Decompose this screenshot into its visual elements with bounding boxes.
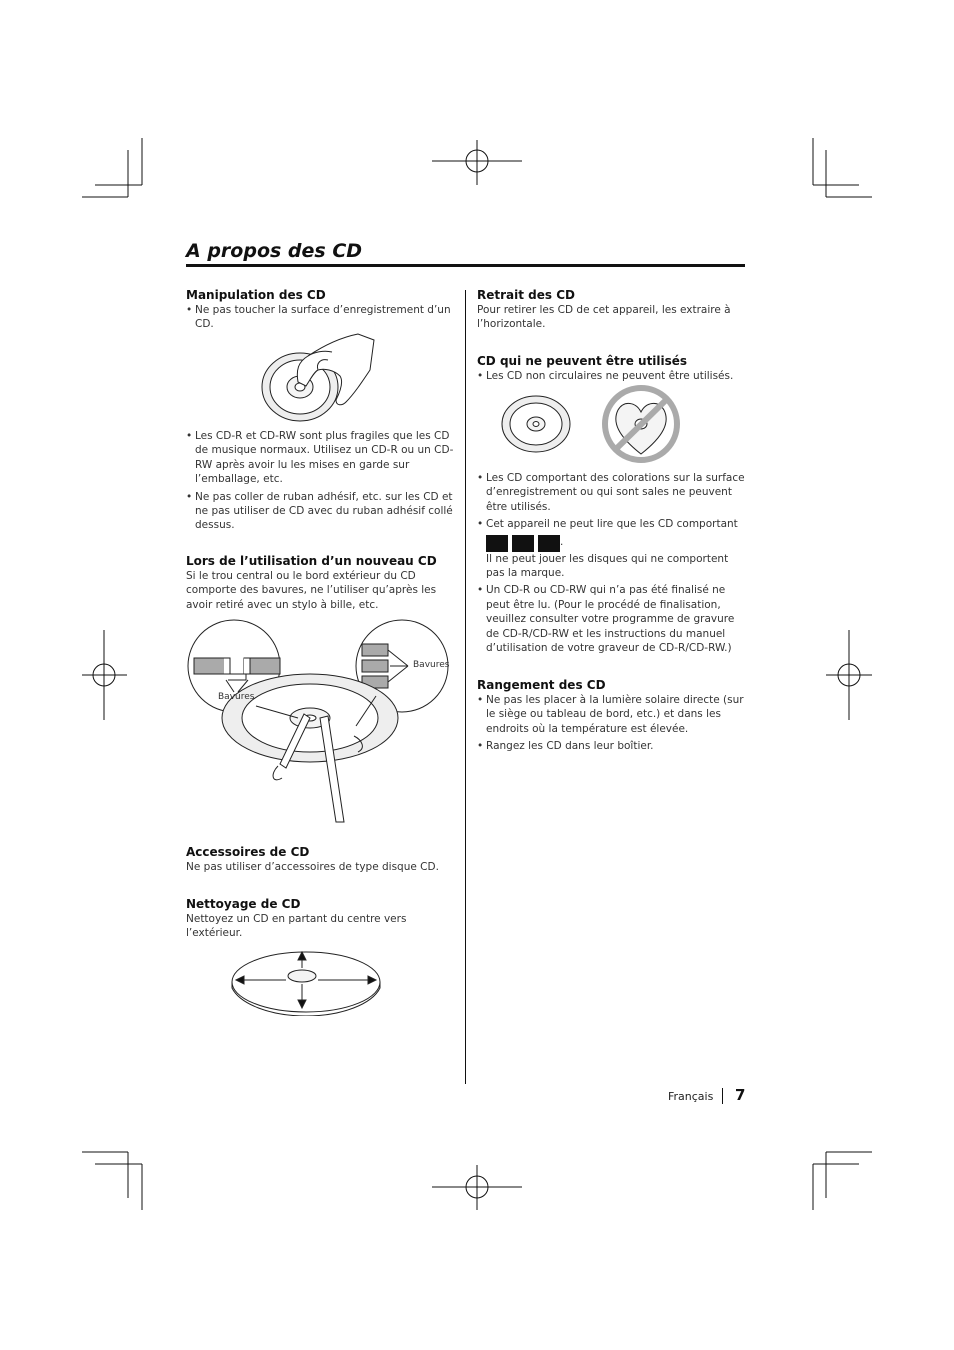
section-inutilisables: [477, 354, 747, 386]
text-nouveau: Si le trou central ou le bord extérieur du CD comporte des bavures, ne l’utiliser qu’après les avoir retiré avec un stylo à bille, etc.: [186, 570, 437, 611]
heading-nouveau: Lors de l’utilisation d’un nouveau CD: [186, 554, 437, 568]
compact-disc-logo: [486, 535, 508, 552]
bullet-stained: • Les CD comportant des colorations sur la surface d’enregistrement ou qui sont sales ne peuvent être utilisés.: [477, 471, 747, 514]
section-nettoyage: [186, 897, 456, 941]
section-inutilisables-notes: [477, 471, 747, 658]
compact-disc-recordable-logo: [512, 535, 534, 552]
bullet-no-sunlight: • Ne pas les placer à la lumière solaire directe (sur le siège ou tableau de bord, etc.) et dans les endroits où la température est élevée.: [477, 693, 747, 736]
bullet-no-tape: • Ne pas coller de ruban adhésif, etc. sur les CD et ne pas utiliser de CD avec du ruban adhésif collé dessus.: [186, 490, 456, 533]
text-nettoyage: Nettoyez un CD en partant du centre vers l’extérieur.: [186, 913, 407, 940]
bullet-case: • Rangez les CD dans leur boîtier.: [477, 739, 747, 753]
non-circular-cd-illustration: [500, 384, 682, 466]
bullet-not-finalized: • Un CD-R ou CD-RW qui n’a pas été finalisé ne peut être lu. (Pour le procédé de finalisation, veuillez consulter votre programme de gravure de CD-R/CD-RW et les instructions du manuel d’utilisation de votre graveur de CD-R/CD-RW.): [477, 583, 747, 655]
text-no-mark: Il ne peut jouer les disques qui ne comportent pas la marque.: [486, 552, 729, 580]
heading-accessoires: Accessoires de CD: [186, 845, 310, 859]
text-marked-end: .: [560, 535, 564, 548]
burrs-illustration: [186, 618, 454, 830]
label-bavures-left: Bavures: [218, 692, 255, 702]
section-rangement: [477, 678, 747, 757]
compact-disc-rewritable-logo: [538, 535, 560, 552]
section-retrait: [477, 288, 747, 332]
page-title: A propos des CD: [186, 240, 363, 262]
cleaning-direction-illustration: [230, 948, 382, 1016]
disc-logos: [486, 535, 560, 552]
heading-retrait: Retrait des CD: [477, 288, 575, 302]
section-manipulation: [186, 288, 456, 335]
text-retrait: Pour retirer les CD de cet appareil, les extraire à l’horizontale.: [477, 304, 731, 331]
page-number: 7: [735, 1086, 746, 1104]
heading-rangement: Rangement des CD: [477, 678, 606, 692]
footer-separator: [722, 1088, 723, 1104]
footer-language: Français: [668, 1090, 714, 1103]
heading-nettoyage: Nettoyage de CD: [186, 897, 301, 911]
text-marked-only: Cet appareil ne peut lire que les CD comportant: [486, 518, 738, 531]
hand-holding-cd-illustration: [258, 330, 380, 424]
section-accessoires: [186, 845, 456, 874]
section-manipulation-notes: [186, 429, 456, 536]
bullet-cdr-fragile: • Les CD-R et CD-RW sont plus fragiles que les CD de musique normaux. Utilisez un CD-R ou un CD-RW après avoir lu les mises en garde sur l’emballage, etc.: [186, 429, 456, 487]
title-rule: [186, 264, 745, 267]
column-divider: [465, 290, 466, 1084]
bullet-non-circular: • Les CD non circulaires ne peuvent être utilisés.: [477, 369, 747, 383]
heading-inutilisables: CD qui ne peuvent être utilisés: [477, 354, 688, 368]
bullet-marked-only: [477, 517, 747, 580]
bullet-no-touch: • Ne pas toucher la surface d’enregistrement d’un CD.: [186, 303, 456, 332]
text-accessoires: Ne pas utiliser d’accessoires de type disque CD.: [186, 861, 439, 873]
heading-manipulation: Manipulation des CD: [186, 288, 326, 302]
section-nouveau: [186, 554, 456, 612]
label-bavures-right: Bavures: [413, 660, 450, 670]
